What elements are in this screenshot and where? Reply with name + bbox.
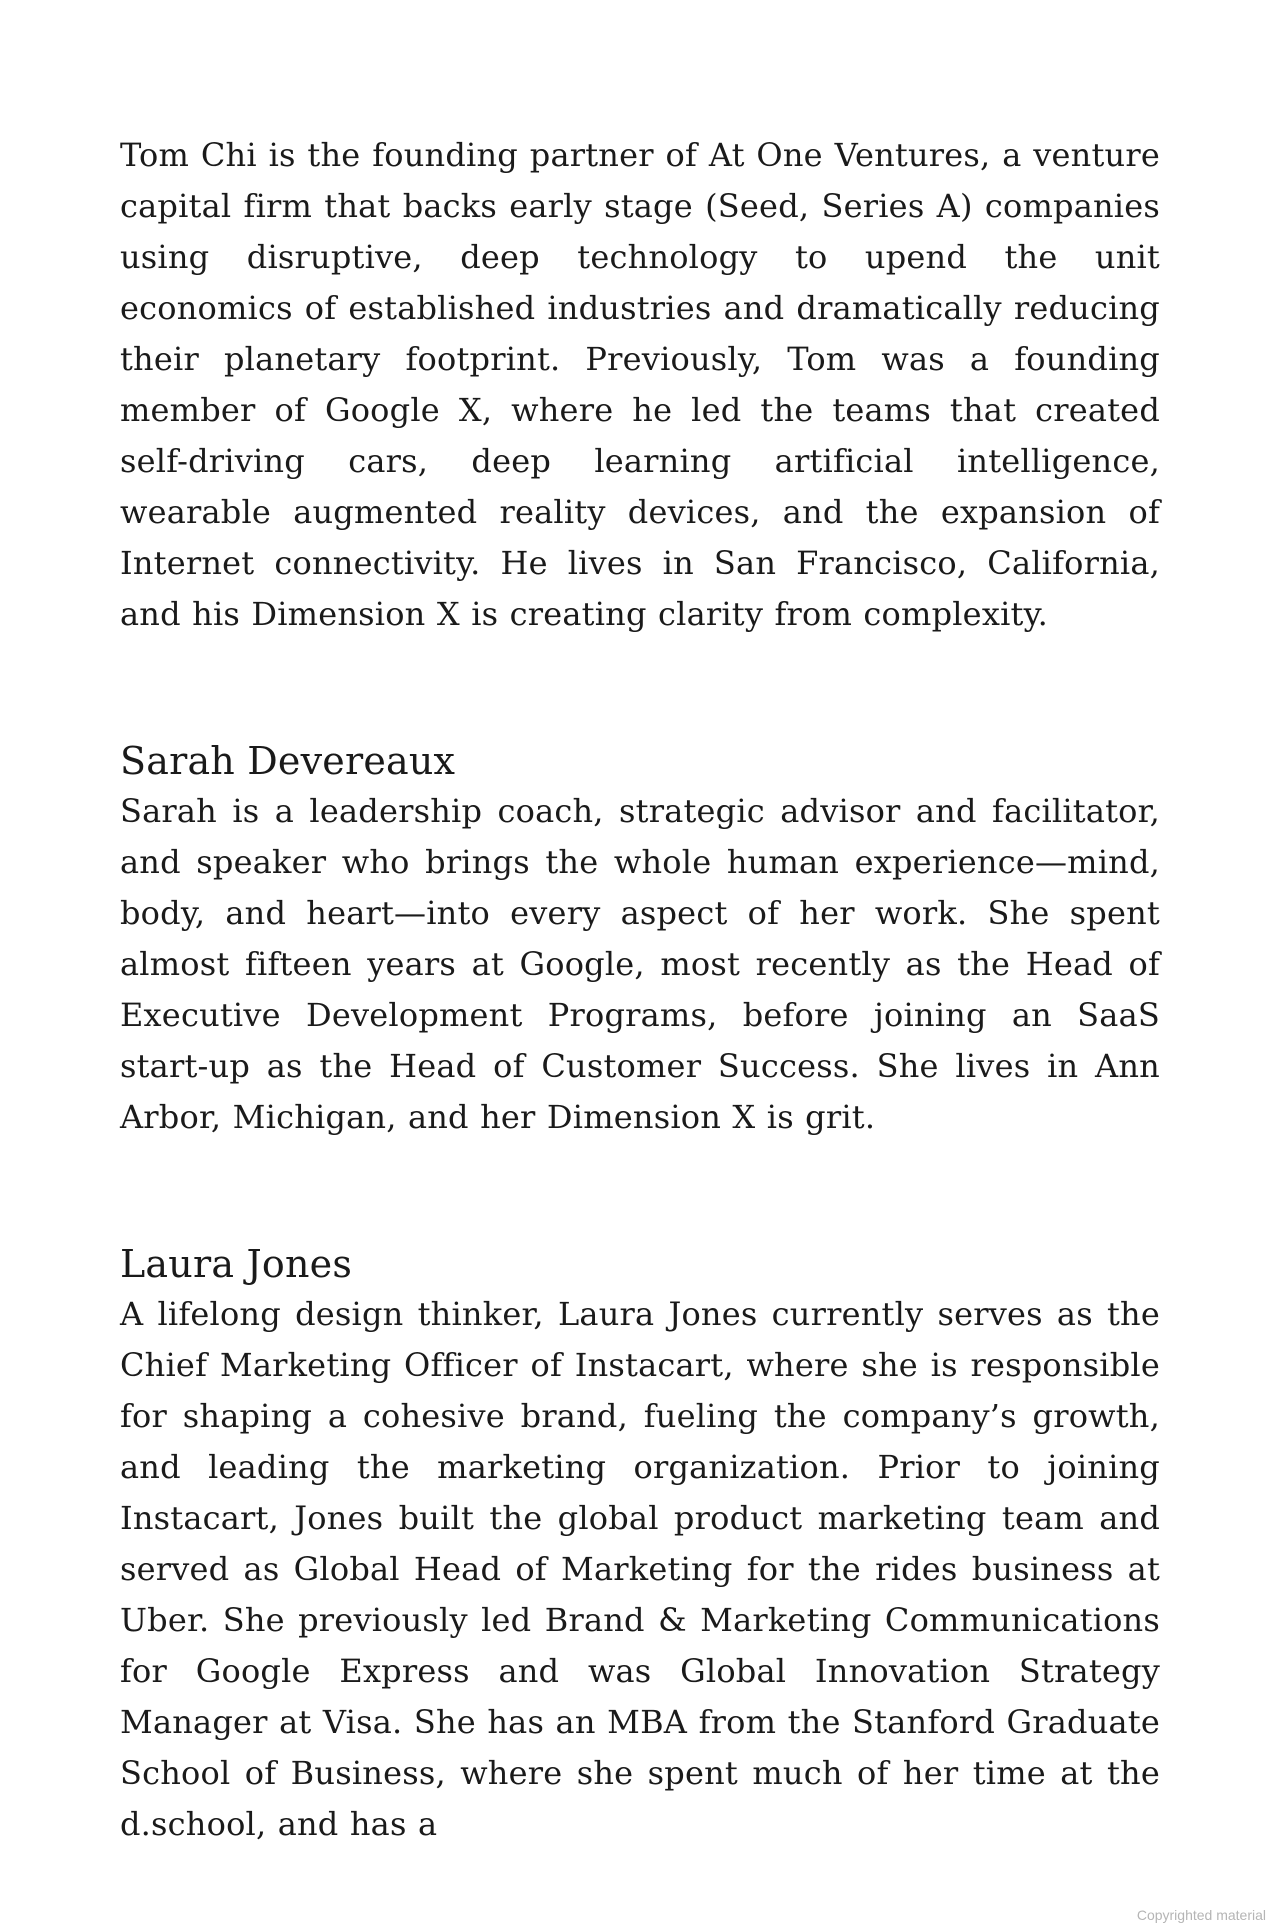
copyright-watermark: Copyrighted material — [1136, 1907, 1266, 1923]
bio-tom-chi-paragraph: Tom Chi is the founding partner of At One Ventures, a venture capital firm that backs early stage (Seed, Series A) companies using disruptive, deep technology to upend the unit economics of established industries and dramatically reducing their planetary footprint. Previously, Tom was a founding member of Google X, where he led the teams that created self-driving cars, deep learning artificial intelligence, wearable augmented reality devices, and the expansion of Internet connectivity. He lives in San Francisco, California, and his Dimension X is creating clarity from complexity. — [120, 136, 1160, 633]
bio-sarah-devereaux-paragraph: Sarah is a leadership coach, strategic advisor and facilitator, and speaker who brings the whole human experience—mind, body, and heart—into every aspect of her work. She spent almost fifteen years at Google, most recently as the Head of Executive Development Programs, before joining an SaaS start-up as the Head of Customer Success. She lives in Ann Arbor, Michigan, and her Dimension X is grit. — [120, 792, 1160, 1136]
bio-heading-laura-jones: Laura Jones — [120, 1242, 353, 1286]
book-page — [120, 130, 1160, 1850]
bio-heading-sarah-devereaux: Sarah Devereaux — [120, 739, 456, 783]
section-spacer — [120, 640, 1160, 736]
section-spacer — [120, 1143, 1160, 1239]
bio-laura-jones-paragraph: A lifelong design thinker, Laura Jones currently serves as the Chief Marketing Officer of Instacart, where she is responsible for shaping a cohesive brand, fueling the company’s growth, and leading the marketing organization. Prior to joining Instacart, Jones built the global product marketing team and served as Global Head of Marketing for the rides business at Uber. She previously led Brand & Marketing Communications for Google Express and was Global Innovation Strategy Manager at Visa. She has an MBA from the Stanford Graduate School of Business, where she spent much of her time at the d.school, and has a — [120, 1295, 1160, 1843]
